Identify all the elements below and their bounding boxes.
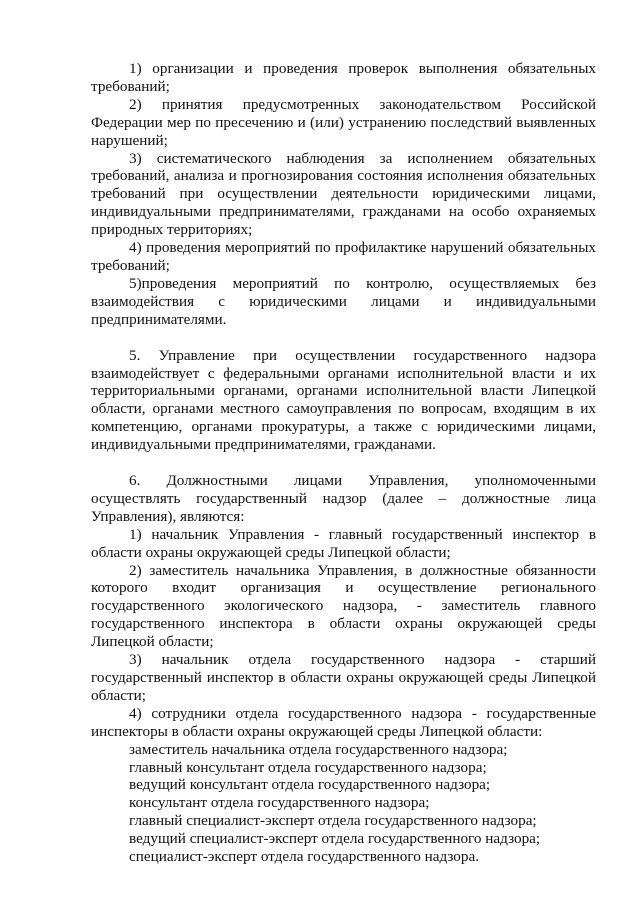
paragraph-officer-1: 1) начальник Управления - главный государственный инспектор в области охраны окружающей среды Липецкой области; bbox=[91, 525, 596, 561]
positions-list bbox=[91, 741, 596, 866]
paragraph-item-3: 3) систематического наблюдения за исполнением обязательных требований, анализа и прогнозирования состояния исполнения обязательных требований при осуществлении деятельности юридическими лицами, индивидуальными предпринимателями, гражданами на особо охраняемых природных территориях; bbox=[91, 149, 596, 239]
list-item: главный консультант отдела государственного надзора; bbox=[129, 758, 487, 776]
paragraph-officer-2: 2) заместитель начальника Управления, в должностные обязанности которого входит организация и осуществление регионального государственного экологического надзора, - заместитель главного государственного инспектора в области охраны окружающей среды Липецкой области; bbox=[91, 561, 596, 651]
paragraph-officer-4: 4) сотрудники отдела государственного надзора - государственные инспекторы в области охраны окружающей среды Липецкой области: bbox=[91, 704, 596, 740]
paragraph-officer-3: 3) начальник отдела государственного надзора - старший государственный инспектор в области охраны окружающей среды Липецкой области; bbox=[91, 651, 596, 704]
document-page bbox=[91, 60, 596, 866]
list-item: специалист-эксперт отдела государственного надзора. bbox=[129, 848, 480, 866]
list-item: консультант отдела государственного надзора; bbox=[129, 794, 430, 812]
list-item: главный специалист-эксперт отдела государственного надзора; bbox=[129, 812, 537, 830]
paragraph-item-4: 4) проведения мероприятий по профилактике нарушений обязательных требований; bbox=[91, 239, 596, 274]
list-item: ведущий консультант отдела государственного надзора; bbox=[129, 776, 491, 794]
paragraph-section-5: 5. Управление при осуществлении государственного надзора взаимодействует с федеральными органами исполнительной власти и их территориальными органами, органами исполнительной власти Липецкой области, органами местного самоуправления по вопросам, входящим в их компетенцию, органами прокуратуры, а также с юридическими лицами, индивидуальными предпринимателями, гражданами. bbox=[91, 346, 596, 454]
paragraph-section-6: 6. Должностными лицами Управления, уполномоченными осуществлять государственный надзор (далее – должностные лица Управления), являются: bbox=[91, 472, 596, 525]
paragraph-item-2: 2) принятия предусмотренных законодательством Российской Федерации мер по пресечению и (или) устранению последствий выявленных нарушений; bbox=[91, 95, 596, 149]
paragraph-item-5: 5)проведения мероприятий по контролю, осуществляемых без взаимодействия с юридическими лицами и индивидуальными предпринимателями. bbox=[91, 274, 596, 328]
list-item: заместитель начальника отдела государственного надзора; bbox=[129, 740, 508, 758]
paragraph-item-1: 1) организации и проведения проверок выполнения обязательных требований; bbox=[91, 60, 596, 95]
list-item: ведущий специалист-эксперт отдела государственного надзора; bbox=[129, 830, 541, 848]
